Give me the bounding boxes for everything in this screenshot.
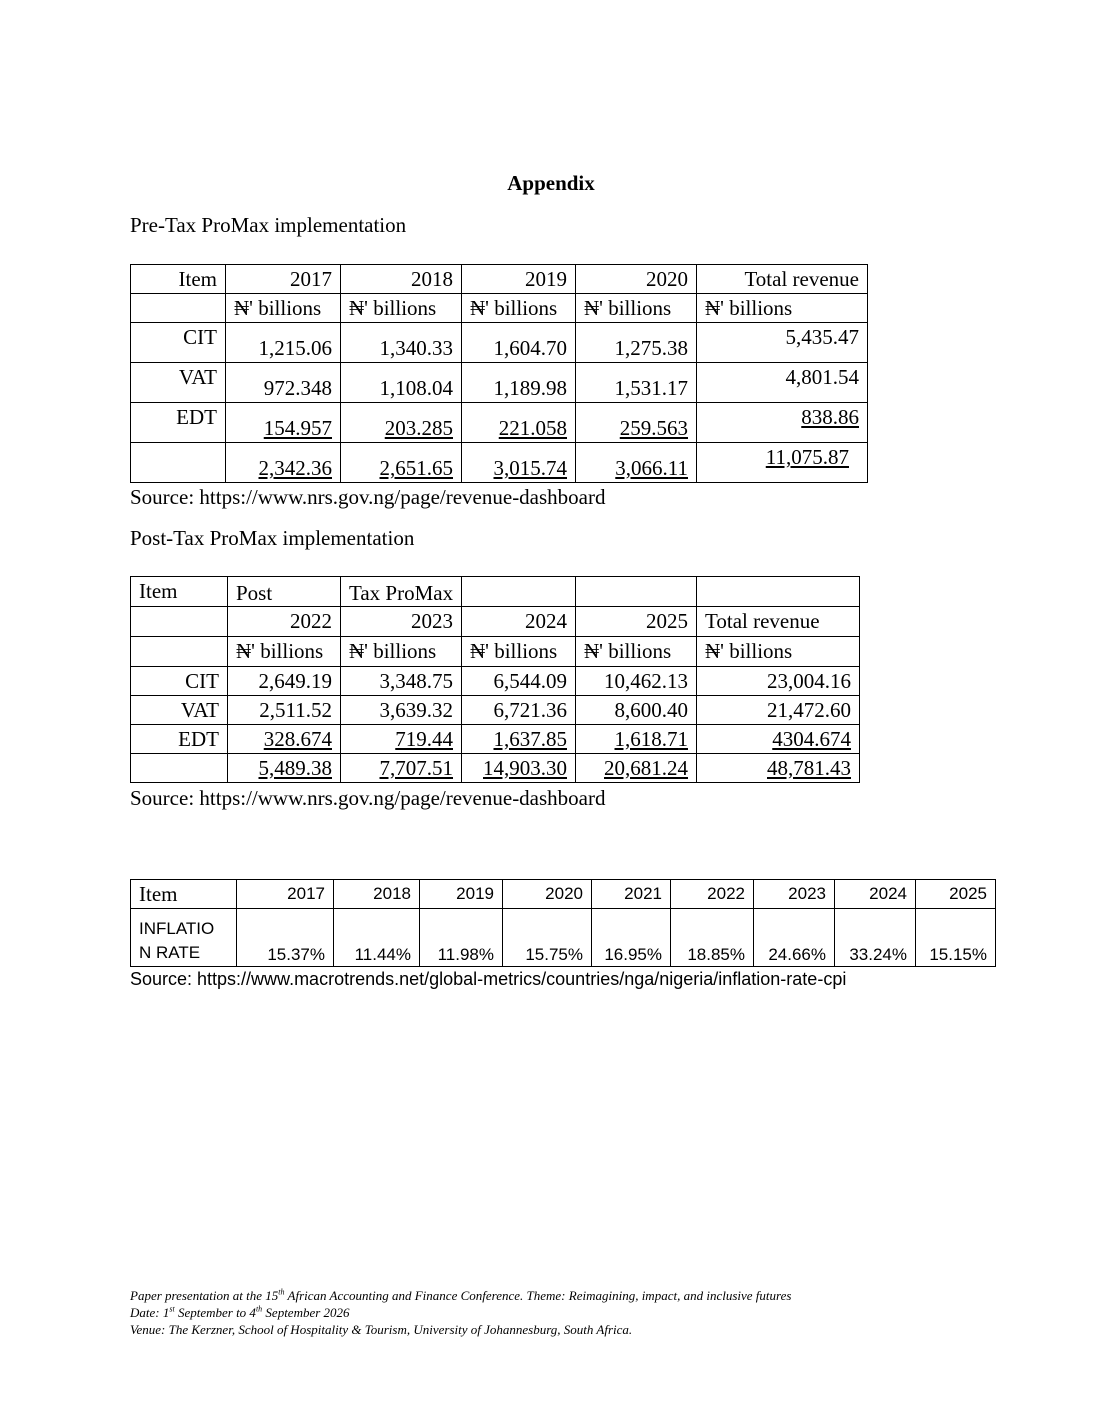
post-units-cell: ₦' billions <box>228 637 341 667</box>
inflation-value: 33.24% <box>835 909 916 967</box>
post-header-2024: 2024 <box>462 607 576 637</box>
pre-tax-heading: Pre-Tax ProMax implementation <box>130 213 407 237</box>
inflation-value: 15.75% <box>503 909 592 967</box>
table-cell: 11,075.87 <box>765 445 849 469</box>
pre-header-2018: 2018 <box>341 265 462 294</box>
pre-units-cell: ₦' billions <box>341 294 462 323</box>
post-row-edt <box>131 725 860 754</box>
table-cell: 3,066.11 <box>615 456 688 480</box>
post-units-row <box>131 637 860 667</box>
footer-superscript: st <box>169 1304 175 1314</box>
pre-tax-source: Source: https://www.nrs.gov.ng/page/revenue-dashboard <box>130 485 606 509</box>
pre-units-row <box>131 294 868 323</box>
inflation-header-year: 2022 <box>671 880 754 909</box>
table-cell: 1,618.71 <box>614 726 688 751</box>
inflation-header-year: 2019 <box>420 880 503 909</box>
table-cell: 6,544.09 <box>462 667 576 696</box>
pre-units-cell: ₦' billions <box>226 294 341 323</box>
pre-tax-table <box>130 264 868 483</box>
row-label: EDT <box>131 725 228 754</box>
inflation-value: 11.44% <box>334 909 420 967</box>
table-cell: 20,681.24 <box>604 755 688 780</box>
inflation-header-year: 2020 <box>503 880 592 909</box>
inflation-value: 15.37% <box>237 909 334 967</box>
inflation-value: 11.98% <box>420 909 503 967</box>
table-cell: 259.563 <box>619 416 688 440</box>
table-cell: 2,651.65 <box>379 456 453 480</box>
inflation-header-item: Item <box>131 880 237 909</box>
table-cell: 5,489.38 <box>258 755 332 780</box>
inflation-value: 15.15% <box>916 909 996 967</box>
page-title: Appendix <box>507 171 595 195</box>
table-cell: 1,189.98 <box>462 363 576 403</box>
table-cell: 23,004.16 <box>697 667 860 696</box>
inflation-header-row <box>131 880 996 909</box>
post-header-row-2 <box>131 607 860 637</box>
inflation-label-line-2: N RATE <box>139 943 201 962</box>
pre-units-cell: ₦' billions <box>576 294 697 323</box>
post-units-cell: ₦' billions <box>576 637 697 667</box>
footer-text: Date: 1 <box>130 1305 170 1320</box>
inflation-header-year: 2024 <box>835 880 916 909</box>
inflation-table <box>130 879 996 967</box>
pre-units-cell: ₦' billions <box>697 294 868 323</box>
pre-row-cit <box>131 323 868 363</box>
table-cell: 4304.674 <box>772 726 851 751</box>
table-cell: 10,462.13 <box>576 667 697 696</box>
post-row-cit <box>131 667 860 696</box>
table-cell: 838.86 <box>801 405 859 429</box>
post-header-item: Item <box>131 577 228 607</box>
row-label <box>131 443 226 483</box>
post-header-total: Total revenue <box>697 607 860 637</box>
post-header-row-1 <box>131 577 860 607</box>
inflation-header-year: 2025 <box>916 880 996 909</box>
footer-line-2 <box>130 1304 791 1321</box>
table-cell: 1,637.85 <box>493 726 567 751</box>
footer-line-1 <box>130 1287 791 1304</box>
inflation-header-year: 2021 <box>592 880 671 909</box>
table-cell: 1,108.04 <box>341 363 462 403</box>
table-cell: 4,801.54 <box>697 363 868 403</box>
post-tax-source: Source: https://www.nrs.gov.ng/page/revenue-dashboard <box>130 786 606 810</box>
inflation-value: 16.95% <box>592 909 671 967</box>
row-label: VAT <box>131 363 226 403</box>
table-cell: 221.058 <box>498 416 567 440</box>
pre-header-total: Total revenue <box>697 265 868 294</box>
post-row-vat <box>131 696 860 725</box>
table-cell: 719.44 <box>395 726 453 751</box>
inflation-row <box>131 909 996 967</box>
table-cell: 2,342.36 <box>258 456 332 480</box>
footer-superscript: th <box>278 1287 285 1297</box>
footer-text: September to 4 <box>174 1305 256 1320</box>
table-cell: 5,435.47 <box>697 323 868 363</box>
pre-row-vat <box>131 363 868 403</box>
row-label: VAT <box>131 696 228 725</box>
table-cell: 8,600.40 <box>576 696 697 725</box>
inflation-label-line-1: INFLATIO <box>139 919 215 938</box>
post-tax-table <box>130 576 860 783</box>
post-tax-heading: Post-Tax ProMax implementation <box>130 526 415 550</box>
table-cell: 14,903.30 <box>483 755 567 780</box>
post-header-taxpromax: Tax ProMax <box>341 577 462 607</box>
table-cell: 3,639.32 <box>341 696 462 725</box>
pre-header-2017: 2017 <box>226 265 341 294</box>
table-cell: 1,215.06 <box>226 323 341 363</box>
table-cell: 21,472.60 <box>697 696 860 725</box>
row-label: CIT <box>131 323 226 363</box>
table-cell: 6,721.36 <box>462 696 576 725</box>
table-cell: 3,348.75 <box>341 667 462 696</box>
post-header-empty <box>131 607 228 637</box>
pre-units-cell: ₦' billions <box>462 294 576 323</box>
table-cell: 7,707.51 <box>379 755 453 780</box>
post-header-2022: 2022 <box>228 607 341 637</box>
pre-row-total <box>131 443 868 483</box>
post-header-empty <box>697 577 860 607</box>
table-cell: 2,649.19 <box>228 667 341 696</box>
footer-line-3: Venue: The Kerzner, School of Hospitality & Tourism, University of Johannesburg, South Africa. <box>130 1322 633 1337</box>
pre-header-row <box>131 265 868 294</box>
pre-header-2019: 2019 <box>462 265 576 294</box>
inflation-value: 24.66% <box>754 909 835 967</box>
post-header-2025: 2025 <box>576 607 697 637</box>
table-cell: 1,340.33 <box>341 323 462 363</box>
inflation-header-year: 2018 <box>334 880 420 909</box>
post-row-total <box>131 754 860 783</box>
table-cell: 1,531.17 <box>576 363 697 403</box>
table-cell: 154.957 <box>263 416 332 440</box>
page-footer <box>130 1287 791 1338</box>
pre-units-cell <box>131 294 226 323</box>
footer-text: September 2026 <box>262 1305 350 1320</box>
post-header-2023: 2023 <box>341 607 462 637</box>
table-cell: 48,781.43 <box>767 755 851 780</box>
table-cell: 1,604.70 <box>462 323 576 363</box>
inflation-rate-label <box>131 909 237 967</box>
table-cell: 1,275.38 <box>576 323 697 363</box>
row-label <box>131 754 228 783</box>
row-label: EDT <box>131 403 226 443</box>
pre-header-item: Item <box>131 265 226 294</box>
post-units-cell: ₦' billions <box>697 637 860 667</box>
footer-superscript: th <box>255 1304 263 1314</box>
inflation-header-year: 2017 <box>237 880 334 909</box>
row-label: CIT <box>131 667 228 696</box>
post-header-empty <box>576 577 697 607</box>
pre-row-edt <box>131 403 868 443</box>
footer-text: African Accounting and Finance Conference. Theme: Reimagining, impact, and inclusive futures <box>284 1288 792 1303</box>
inflation-source: Source: https://www.macrotrends.net/global-metrics/countries/nga/nigeria/inflation-rate-cpi <box>130 969 847 989</box>
inflation-header-year: 2023 <box>754 880 835 909</box>
table-cell: 2,511.52 <box>228 696 341 725</box>
pre-header-2020: 2020 <box>576 265 697 294</box>
post-units-cell: ₦' billions <box>341 637 462 667</box>
post-units-cell <box>131 637 228 667</box>
post-header-post: Post <box>228 577 341 607</box>
inflation-value: 18.85% <box>671 909 754 967</box>
post-units-cell: ₦' billions <box>462 637 576 667</box>
table-cell: 203.285 <box>384 416 453 440</box>
table-cell: 328.674 <box>263 726 332 751</box>
footer-text: Paper presentation at the 15 <box>130 1288 279 1303</box>
table-cell: 3,015.74 <box>493 456 567 480</box>
table-cell: 972.348 <box>226 363 341 403</box>
post-header-empty <box>462 577 576 607</box>
